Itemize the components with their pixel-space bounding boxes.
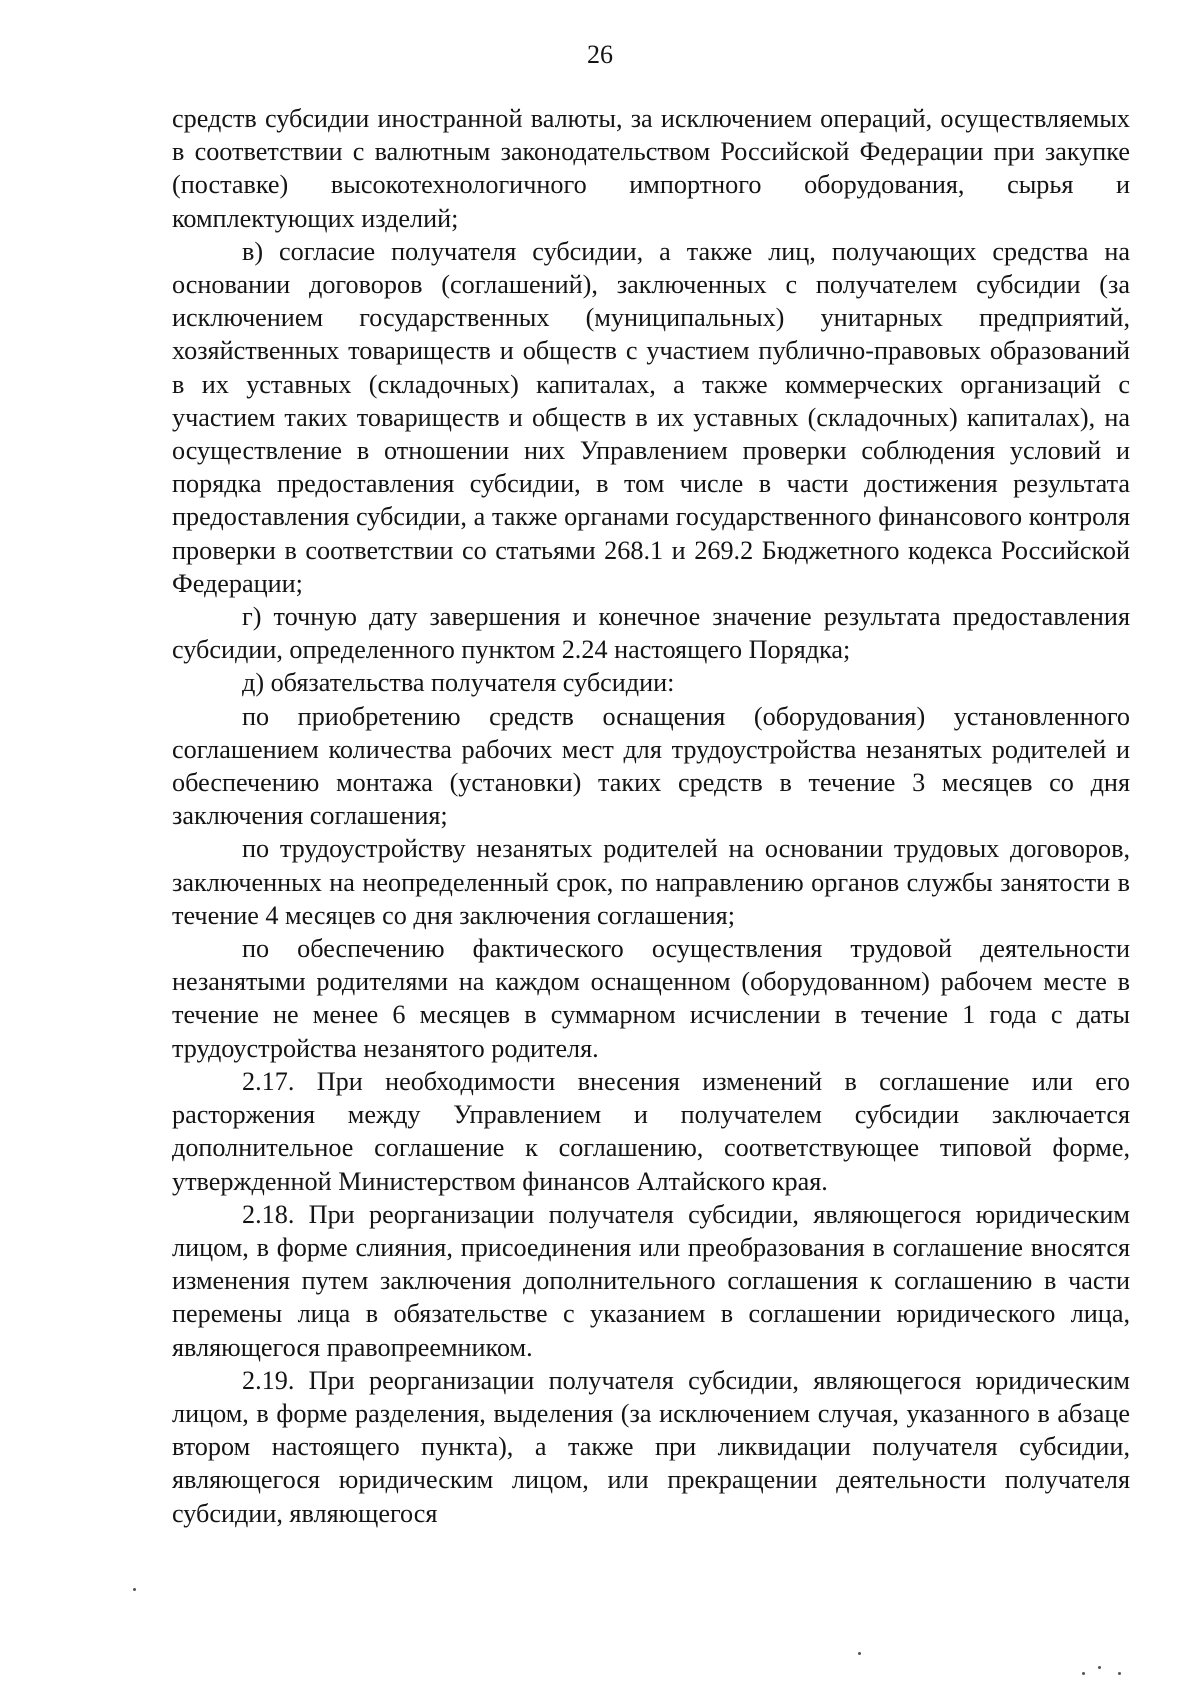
paragraph: по обеспечению фактического осуществления трудовой деятельности незанятыми родителями на каждом оснащенном (оборудованном) рабочем месте в течение не менее 6 месяцев в суммарном исчислении в течение 1 года с даты трудоустройства незанятого родителя.: [172, 934, 1130, 1063]
paragraph: 2.18. При реорганизации получателя субсидии, являющегося юридическим лицом, в форме слияния, присоединения или преобразования в соглашение вносятся изменения путем заключения дополнительного соглашения к соглашению в части перемены лица в обязательстве с указанием в соглашении юридического лица, являющегося правопреемником.: [172, 1199, 1130, 1362]
scan-speck: [858, 1652, 861, 1655]
scan-speck: [1118, 1672, 1121, 1675]
paragraph: по приобретению средств оснащения (оборудования) установленного соглашением количества рабочих мест для трудоустройства незанятых родителей и обеспечению монтажа (установки) таких средств в течение 3 месяцев со дня заключения соглашения;: [172, 701, 1130, 831]
paragraph: г) точную дату завершения и конечное значение результата предоставления субсидии, определенного пунктом 2.24 настоящего Порядка;: [172, 602, 1130, 665]
paragraph: средств субсидии иностранной валюты, за исключением операций, осуществляемых в соответствии с валютным законодательством Российской Федерации при закупке (поставке) высокотехнологичного импортного оборудования, сырья и комплектующих изделий;: [172, 104, 1130, 233]
paragraph: в) согласие получателя субсидии, а также лиц, получающих средства на основании договоров (соглашений), заключенных с получателем субсидии (за исключением государственных (муниципальных) унитарных предприятий, хозяйственных товариществ и обществ с участием публично-правовых образований в их уставных (складочных) капиталах, а также коммерческих организаций с участием таких товариществ и обществ в их уставных (складочных) капиталах), на осуществление в отношении них Управлением проверки соблюдения условий и порядка предоставления субсидии, в том числе в части достижения результата предоставления субсидии, а также органами государственного финансового контроля проверки в соответствии со статьями 268.1 и 269.2 Бюджетного кодекса Российской Федерации;: [172, 236, 1130, 598]
scan-speck: [1082, 1672, 1085, 1675]
paragraph: по трудоустройству незанятых родителей на основании трудовых договоров, заключенных на неопределенный срок, по направлению органов службы занятости в течение 4 месяцев со дня заключения соглашения;: [172, 834, 1130, 930]
page-number: 26: [587, 40, 613, 69]
document-body: [172, 102, 1130, 1530]
paragraph: 2.17. При необходимости внесения изменений в соглашение или его расторжения между Управлением и получателем субсидии заключается дополнительное соглашение к соглашению, соответствующее типовой форме, утвержденной Министерством финансов Алтайского края.: [172, 1066, 1130, 1196]
paragraph: д) обязательства получателя субсидии:: [242, 668, 675, 698]
scan-speck: [133, 1588, 136, 1591]
scan-speck: [1098, 1666, 1101, 1669]
paragraph-last: 2.19. При реорганизации получателя субсидии, являющегося юридическим лицом, в форме разделения, выделения (за исключением случая, указанного в абзаце втором настоящего пункта), а также при ликвидации получателя субсидии, являющегося юридическим лицом, или прекращении деятельности получателя субсидии, являющегося: [172, 1365, 1130, 1528]
